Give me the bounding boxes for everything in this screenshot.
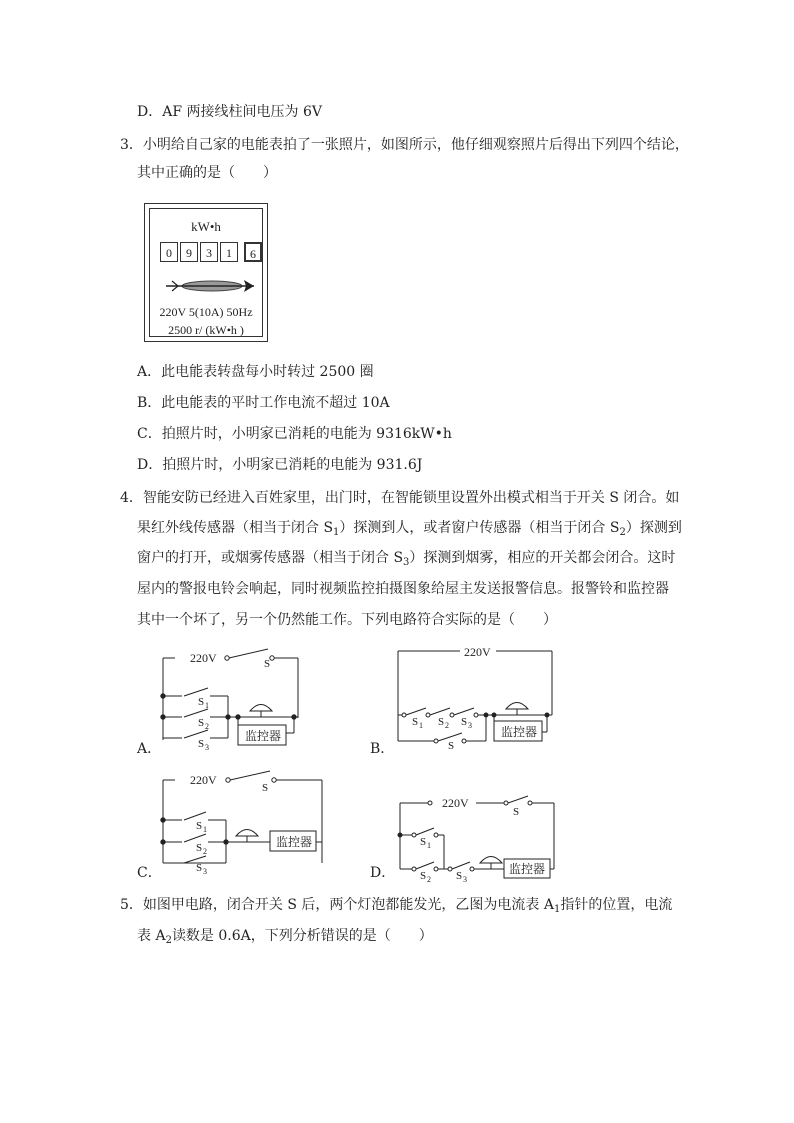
q4-line2: 果红外线传感器（相当于闭合 $S_1$）探测到人，或者窗户传感器（相当于闭合 $S_2$）探测到 [137,520,682,538]
svg-text:3: 3 [203,867,207,876]
circuit-d-diagram [392,793,562,887]
svg-text:220V: 220V [442,796,469,810]
q3-option-b: B．此电能表的平时工作电流不超过 10A [137,395,390,411]
q4-line3: 窗户的打开，或烟雾传感器（相当于闭合 $S_3$）探测到烟雾，相应的开关都会闭合。这时 [137,550,676,568]
svg-text:2: 2 [205,722,209,731]
q4-line1: 4．智能安防已经进入百姓家里，出门时，在智能锁里设置外出模式相当于开关 S 闭合。如 [120,490,680,506]
svg-text:S: S [420,836,427,848]
circuit-b-label: B． [370,741,395,757]
svg-text:2: 2 [445,721,449,730]
svg-text:监控器: 监控器 [509,862,546,876]
svg-text:S: S [198,696,205,708]
meter-spec-line2: 2500 r/ (kW•h ) [168,323,244,337]
q3-option-c: C．拍照片时，小明家已消耗的电能为 9316kW•h [137,426,452,442]
meter-digit-decimal: 6 [244,242,262,262]
svg-text:1: 1 [427,841,431,850]
svg-text:S: S [262,782,269,794]
svg-text:监控器: 监控器 [245,729,282,743]
svg-text:3: 3 [205,743,209,752]
svg-text:2: 2 [427,875,431,883]
circuit-b-diagram [390,643,560,757]
meter-digit: 3 [200,242,218,262]
svg-text:监控器: 监控器 [276,835,313,849]
svg-text:S: S [513,806,520,818]
svg-text:S: S [198,738,205,750]
circuit-c-label: C． [137,865,162,881]
svg-text:220V: 220V [190,773,217,787]
svg-text:1: 1 [205,701,209,710]
meter-digits [160,242,264,262]
svg-text:S: S [412,716,419,728]
svg-text:S: S [196,820,203,832]
svg-text:3: 3 [463,875,467,883]
q5-line2: 表 $A_2$读数是 0.6A，下列分析错误的是（ ） [137,928,433,946]
circuit-c-diagram [150,768,330,882]
q3-stem-line1: 3．小明给自己家的电能表拍了一张照片，如图所示，他仔细观察照片后得出下列四个结论， [120,137,689,153]
energy-meter-figure [144,203,268,342]
svg-text:S: S [420,870,427,882]
q4-line4: 屋内的警报电铃会响起，同时视频监控拍摄图象给屋主发送报警信息。报警铃和监控器 [137,581,669,597]
circuit-a-diagram [150,645,310,759]
q3-option-a: A．此电能表转盘每小时转过 2500 圈 [137,364,374,380]
meter-spec-line1: 220V 5(10A) 50Hz [159,305,253,319]
circuit-d-label: D． [370,865,396,881]
svg-text:220V: 220V [190,651,217,665]
svg-text:监控器: 监控器 [501,725,538,739]
meter-digit: 9 [180,242,198,262]
svg-text:S: S [196,862,203,874]
circuit-a-label: A． [137,741,162,757]
svg-text:220V: 220V [464,645,491,659]
svg-text:S: S [461,716,468,728]
svg-text:S: S [198,717,205,729]
meter-digit: 1 [220,242,238,262]
svg-text:2: 2 [203,847,207,856]
q3-stem-line2: 其中正确的是（ ） [137,165,277,181]
svg-text:S: S [196,842,203,854]
q5-line1: 5．如图甲电路，闭合开关 S 后，两个灯泡都能发光，乙图为电流表 $A_1$指针的位置，电流 [120,897,673,915]
svg-text:1: 1 [203,825,207,834]
svg-text:S: S [438,716,445,728]
q2-option-d: D．AF 两接线柱间电压为 6V [137,104,322,120]
svg-text:S: S [448,740,455,752]
svg-text:S: S [456,870,463,882]
meter-digit: 0 [160,242,178,262]
q3-option-d: D．拍照片时，小明家已消耗的电能为 931.6J [137,457,423,473]
q4-line5: 其中一个坏了，另一个仍然能工作。下列电路符合实际的是（ ） [137,612,557,628]
meter-unit: kW•h [191,219,221,234]
svg-text:3: 3 [468,721,472,730]
svg-text:1: 1 [419,721,423,730]
svg-text:S: S [264,658,271,670]
meter-disc-arrow-icon [162,275,260,297]
